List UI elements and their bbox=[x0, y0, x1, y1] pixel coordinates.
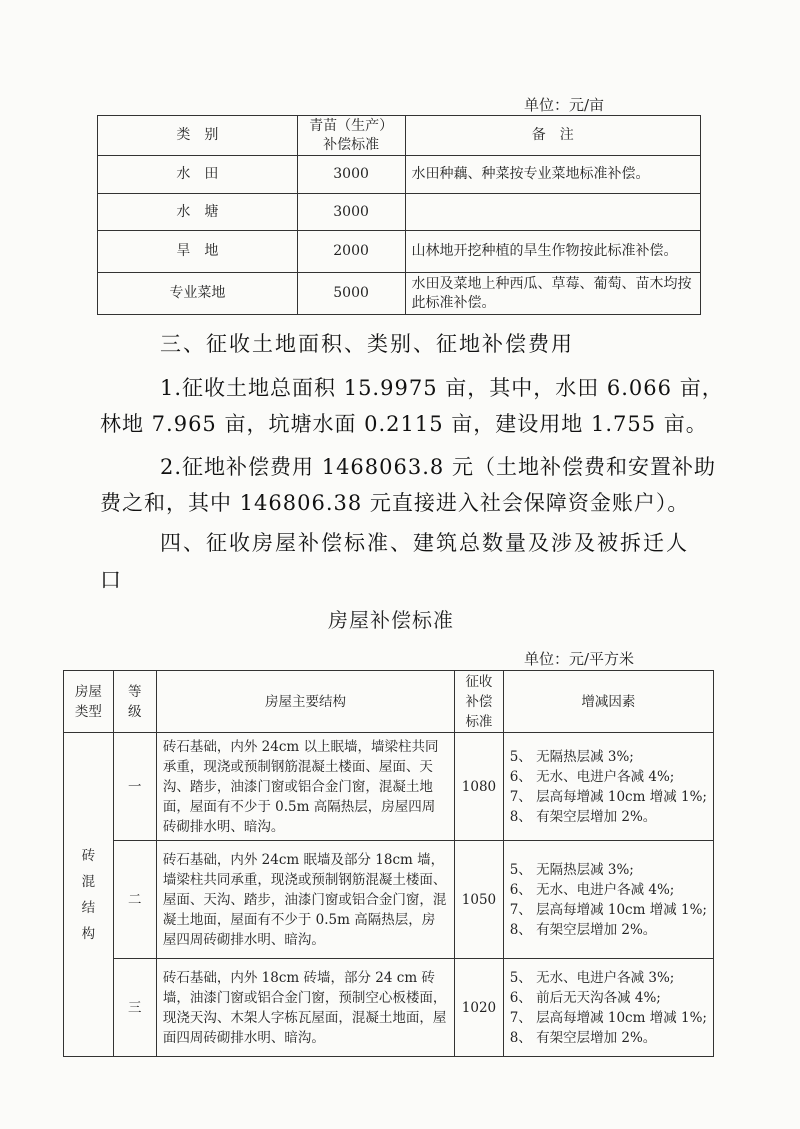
grade-cell: 二 bbox=[113, 841, 156, 959]
table-row bbox=[64, 959, 714, 1057]
factor-item: 8、 有架空层增加 2%。 bbox=[509, 808, 657, 825]
row-standard: 5000 bbox=[297, 273, 405, 315]
table-row bbox=[64, 733, 714, 841]
section3-para1-line2: 林地 7.965 亩，坑塘水面 0.2115 亩，建设用地 1.755 亩。 bbox=[100, 412, 708, 436]
table-row bbox=[98, 194, 701, 231]
section3-para2-line1: 2.征地补偿费用 1468063.8 元（土地补偿费和安置补助 bbox=[160, 455, 716, 479]
section3-para2-line2: 费之和，其中 146806.38 元直接进入社会保障资金账户）。 bbox=[100, 491, 690, 515]
header-category: 类 别 bbox=[98, 116, 298, 156]
factors-cell bbox=[503, 841, 713, 959]
table-row bbox=[98, 156, 701, 194]
standard-cell: 1020 bbox=[455, 959, 504, 1057]
table-row bbox=[98, 231, 701, 273]
structure-cell: 砖石基础，内外 18cm 砖墙，部分 24 cm 砖墙，油漆门窗或铝合金门窗，预制空心板楼面，现浇天沟、木架人字栋瓦屋面，混凝土地面，屋面四周砖砌排水明、暗沟。 bbox=[156, 959, 454, 1057]
factor-item: 5、 无隔热层减 3%; bbox=[509, 861, 634, 878]
header-factors: 增减因素 bbox=[503, 671, 713, 733]
header-house-type bbox=[64, 671, 114, 733]
row-note: 水田及菜地上种西瓜、草莓、葡萄、苗木均按此标准补偿。 bbox=[405, 273, 700, 315]
structure-cell: 砖石基础，内外 24cm 以上眠墙，墙梁柱共同承重，现浇或预制钢筋混凝土楼面、屋面、天沟、踏步，油漆门窗或铝合金门窗，混凝土地面，屋面有不少于 0.5m 高隔热层，房屋四周砖砌排水明、暗沟。 bbox=[156, 733, 454, 841]
section3-title: 三、征收土地面积、类别、征地补偿费用 bbox=[160, 332, 574, 356]
row-note: 山林地开挖种植的旱生作物按此标准补偿。 bbox=[405, 231, 700, 273]
house-type-cell bbox=[64, 733, 114, 1057]
house-type-label: 砖混结构 bbox=[81, 847, 96, 942]
grade-cell: 三 bbox=[113, 959, 156, 1057]
factor-item: 7、 层高每增减 10cm 增减 1%; bbox=[509, 1009, 707, 1026]
factor-item: 6、 前后无天沟各减 4%; bbox=[509, 989, 661, 1006]
factor-item: 8、 有架空层增加 2%。 bbox=[509, 921, 657, 938]
row-category: 旱 地 bbox=[98, 231, 298, 273]
house-table-caption: 房屋补偿标准 bbox=[328, 608, 454, 632]
standard-cell: 1080 bbox=[455, 733, 504, 841]
row-note: 水田种藕、种菜按专业菜地标准补偿。 bbox=[405, 156, 700, 194]
factor-item: 7、 层高每增减 10cm 增减 1%; bbox=[509, 788, 707, 805]
table1-unit: 单位：元/亩 bbox=[524, 96, 605, 114]
house-compensation-table bbox=[63, 670, 714, 1057]
factor-item: 5、 无水、电进户各减 3%; bbox=[509, 969, 675, 986]
header-grade bbox=[113, 671, 156, 733]
factor-item: 6、 无水、电进户各减 4%; bbox=[509, 768, 675, 785]
table-row bbox=[98, 273, 701, 315]
factors-cell bbox=[503, 959, 713, 1057]
header-note: 备 注 bbox=[405, 116, 700, 156]
standard-cell: 1050 bbox=[455, 841, 504, 959]
table2-unit: 单位：元/平方米 bbox=[524, 650, 635, 668]
section3-para1-line1: 1.征收土地总面积 15.9975 亩，其中，水田 6.066 亩， bbox=[160, 376, 724, 400]
row-category: 水 塘 bbox=[98, 194, 298, 231]
row-category: 专业菜地 bbox=[98, 273, 298, 315]
row-standard: 3000 bbox=[297, 194, 405, 231]
table-row bbox=[64, 841, 714, 959]
row-standard: 3000 bbox=[297, 156, 405, 194]
grade-cell: 一 bbox=[113, 733, 156, 841]
factor-item: 7、 层高每增减 10cm 增减 1%; bbox=[509, 901, 707, 918]
seedling-compensation-table bbox=[97, 115, 701, 315]
factor-item: 8、 有架空层增加 2%。 bbox=[509, 1029, 657, 1046]
table-header-row bbox=[98, 116, 701, 156]
factor-item: 5、 无隔热层减 3%; bbox=[509, 748, 634, 765]
row-note bbox=[405, 194, 700, 231]
section4-title-line1: 四、征收房屋补偿标准、建筑总数量及涉及被拆迁人 bbox=[160, 531, 689, 555]
header-house-type-label: 房屋类型 bbox=[74, 683, 102, 720]
row-category: 水 田 bbox=[98, 156, 298, 194]
factor-item: 6、 无水、电进户各减 4%; bbox=[509, 881, 675, 898]
row-standard: 2000 bbox=[297, 231, 405, 273]
section4-title-line2: 口 bbox=[100, 568, 123, 592]
structure-cell: 砖石基础，内外 24cm 眠墙及部分 18cm 墙，墙梁柱共同承重，现浇或预制钢筋混凝土楼面、屋面、天沟、踏步，油漆门窗或铝合金门窗，混凝土地面，屋面有不少于 0.5m 高隔热层，房屋四周砖砌排水明、暗沟。 bbox=[156, 841, 454, 959]
table-header-row bbox=[64, 671, 714, 733]
header-standard bbox=[455, 671, 504, 733]
header-structure: 房屋主要结构 bbox=[156, 671, 454, 733]
header-grade-label: 等级 bbox=[128, 683, 142, 720]
factors-cell bbox=[503, 733, 713, 841]
header-standard: 青苗（生产）补偿标准 bbox=[297, 116, 405, 156]
header-standard-label: 征收补偿标准 bbox=[465, 673, 493, 730]
